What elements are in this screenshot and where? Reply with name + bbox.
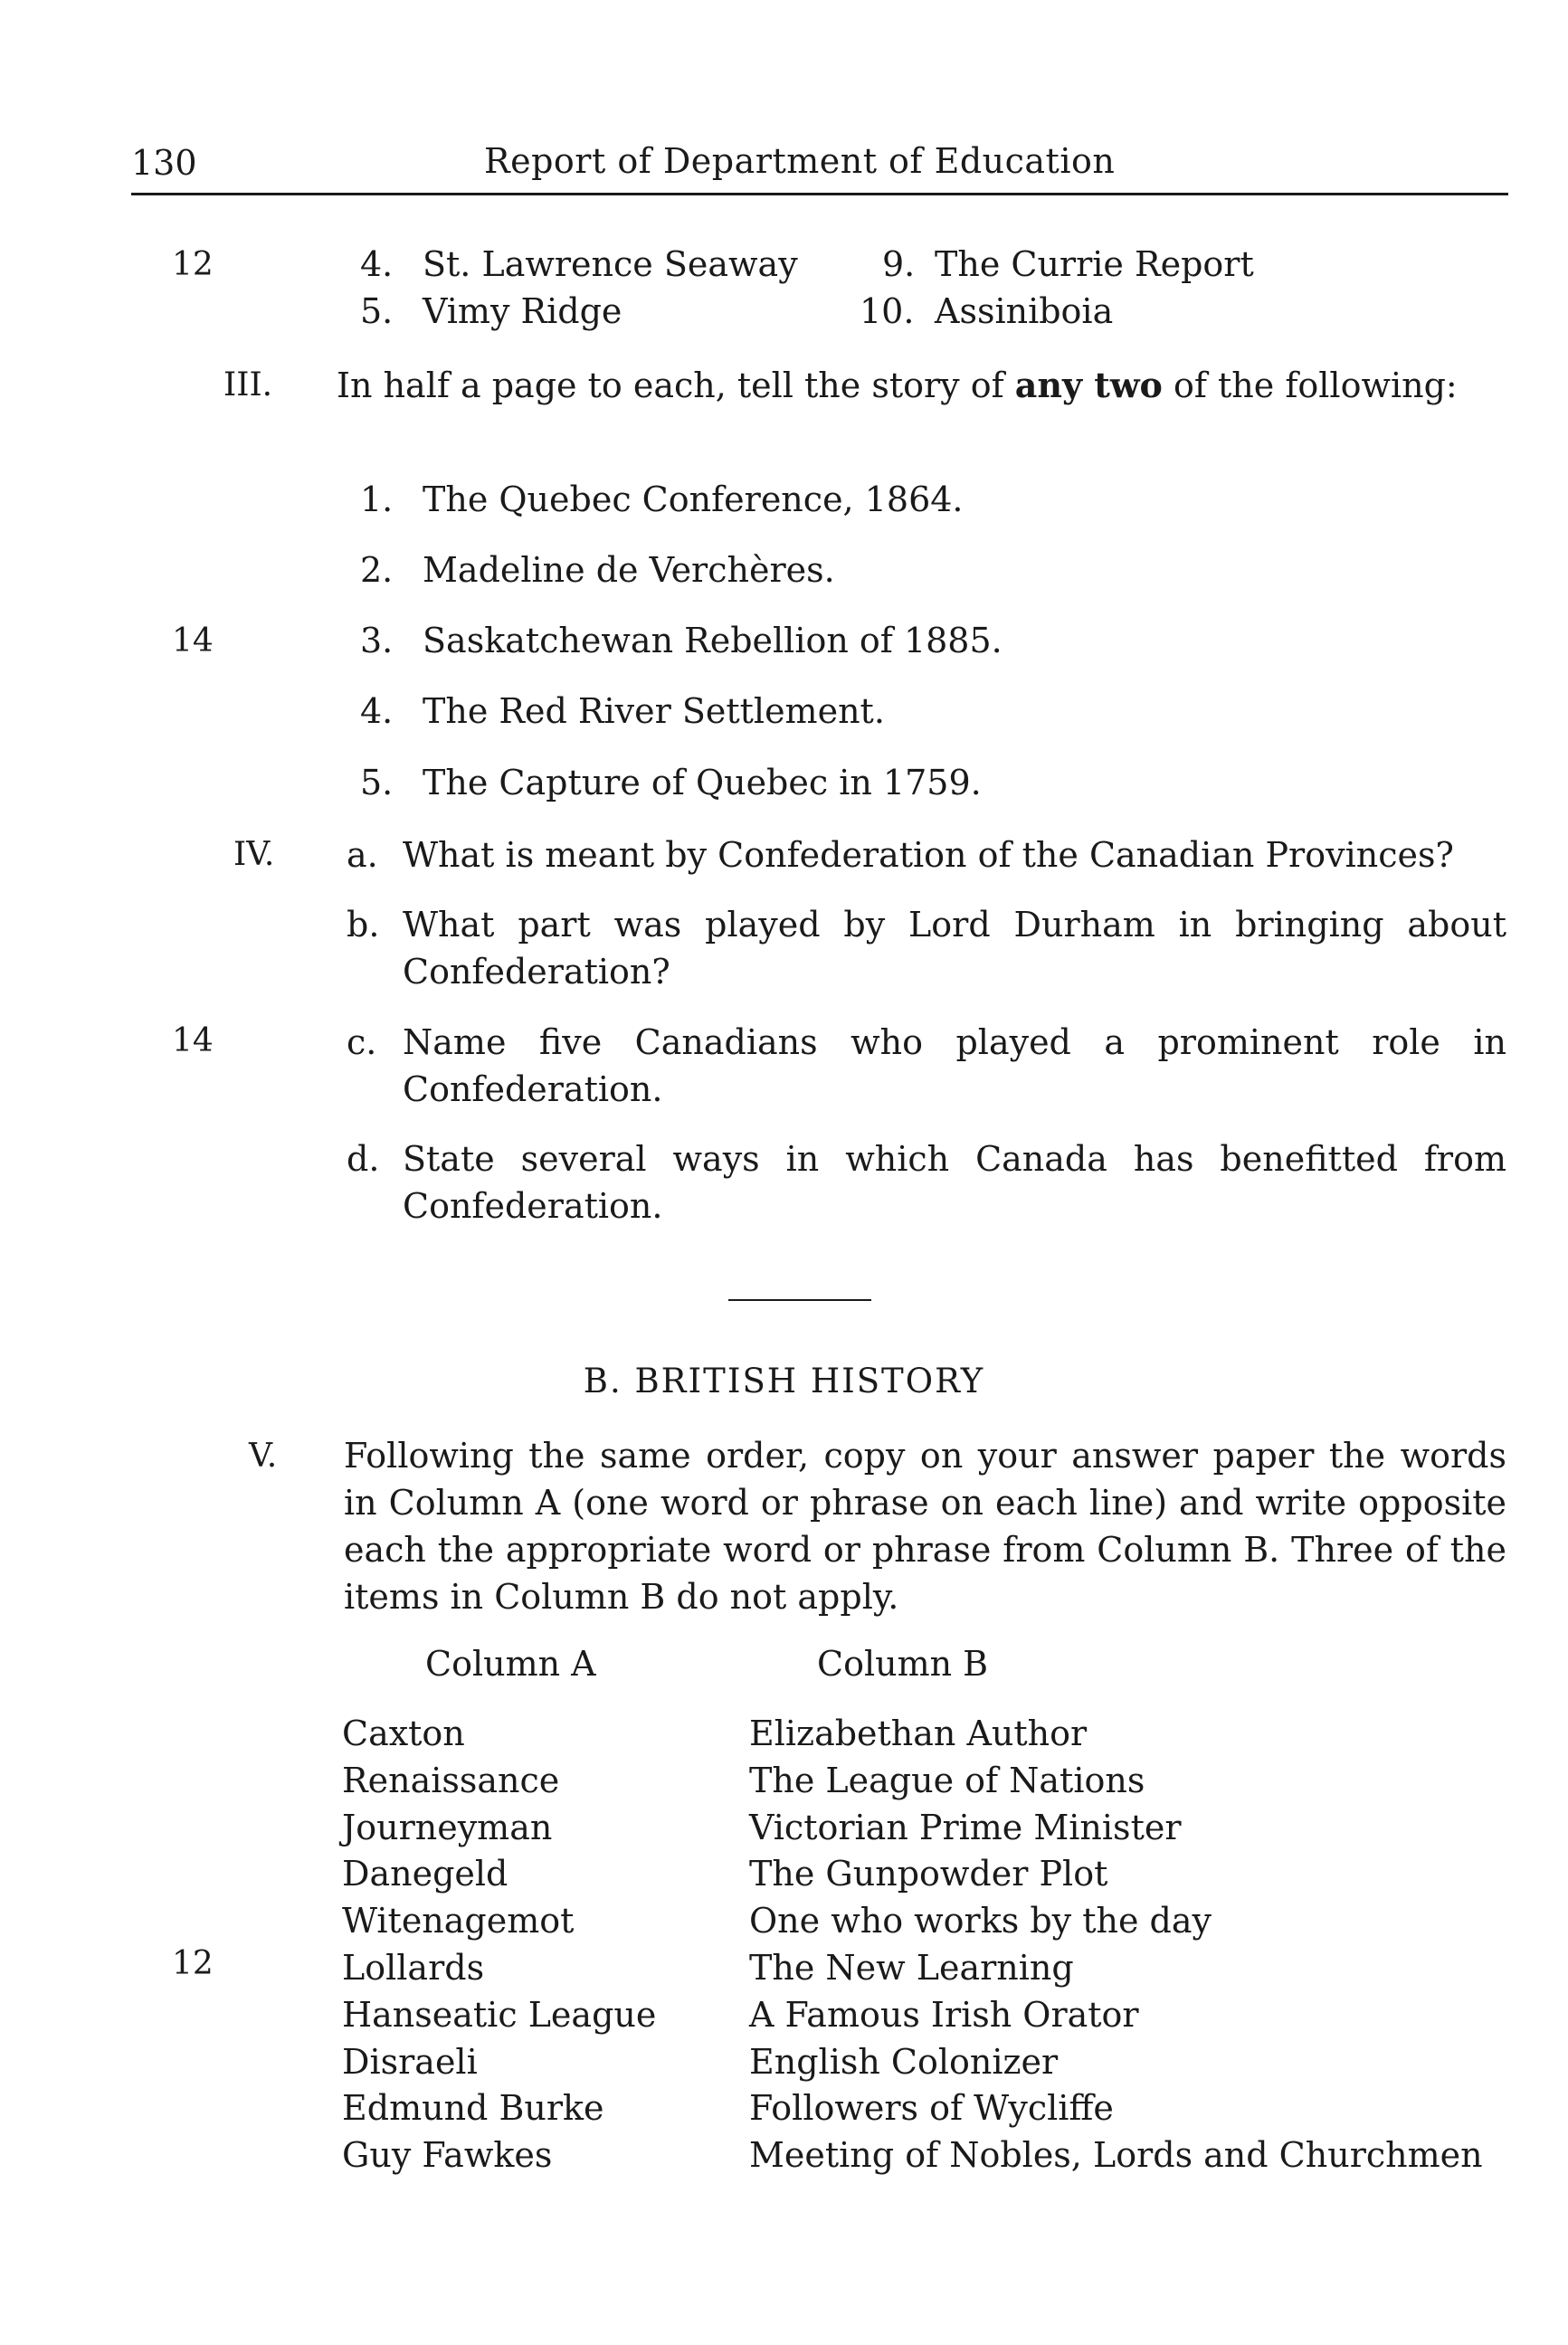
- question-instructions: Following the same order, copy on your answer paper the words in Column A (one word or phrase on each line) and write opposite each the appropriate word or phrase from Column B. Three of the items in Column B do not apply.: [344, 1436, 1506, 1617]
- item-text: Saskatchewan Rebellion of 1885.: [423, 621, 1003, 660]
- marks-q5: 12: [172, 1945, 214, 1982]
- item-text: The Quebec Conference, 1864.: [423, 479, 964, 519]
- column-a-item: Hanseatic League: [342, 1994, 657, 2035]
- column-a-item: Journeyman: [342, 1807, 553, 1847]
- page-number: 130: [131, 143, 197, 183]
- column-a-header: Column A: [425, 1644, 596, 1684]
- item-text: Madeline de Verchères.: [423, 550, 835, 590]
- column-a-item: Danegeld: [342, 1854, 508, 1894]
- item-text: The Red River Settlement.: [423, 691, 885, 731]
- column-b-item: Followers of Wycliffe: [749, 2088, 1114, 2129]
- column-b-item: One who works by the day: [749, 1901, 1212, 1942]
- column-b-item: The New Learning: [749, 1947, 1074, 1988]
- column-a-item: Disraeli: [342, 2041, 478, 2082]
- item-text: Vimy Ridge: [423, 291, 622, 331]
- item-number: 5.: [360, 291, 394, 331]
- item-number: 10.: [860, 291, 915, 331]
- question-prompt: In half a page to each, tell the story of any two of the following:: [337, 365, 1458, 405]
- item-number: 5.: [360, 763, 394, 802]
- question-part: c. Name five Canadians who played a prominent role in Confederation.: [347, 1022, 1506, 1109]
- marks-continued: 12: [172, 246, 214, 283]
- column-b-item: English Colonizer: [749, 2041, 1059, 2082]
- column-b-header: Column B: [817, 1644, 989, 1684]
- section-divider: [728, 1299, 871, 1301]
- question-numeral: IV.: [233, 836, 275, 873]
- item-number: 4.: [360, 691, 394, 731]
- marks-q3: 14: [172, 622, 214, 660]
- item-text: The Currie Report: [935, 244, 1254, 284]
- column-a-item: Lollards: [342, 1947, 485, 1988]
- item-number: 2.: [360, 550, 394, 590]
- item-text: Assiniboia: [935, 291, 1114, 331]
- question-part: b. What part was played by Lord Durham in bringing about Confederation?: [347, 905, 1506, 992]
- column-b-item: A Famous Irish Orator: [749, 1994, 1139, 2035]
- item-number: 9.: [882, 244, 916, 284]
- item-number: 3.: [360, 621, 394, 660]
- column-a-item: Renaissance: [342, 1760, 560, 1800]
- item-text: The Capture of Quebec in 1759.: [423, 763, 982, 802]
- question-numeral: III.: [223, 366, 273, 403]
- column-b-item: Meeting of Nobles, Lords and Churchmen: [749, 2135, 1483, 2176]
- item-number: 1.: [360, 479, 394, 519]
- column-a-item: Edmund Burke: [342, 2088, 604, 2129]
- column-a-list: [342, 1711, 656, 2179]
- question-part: d. State several ways in which Canada has benefitted from Confederation.: [347, 1139, 1506, 1226]
- column-a-item: Guy Fawkes: [342, 2135, 553, 2176]
- question-numeral: V.: [249, 1438, 278, 1475]
- running-head: Report of Department of Education: [484, 141, 1116, 181]
- item-text: St. Lawrence Seaway: [423, 244, 798, 284]
- column-b-item: The League of Nations: [749, 1760, 1145, 1800]
- column-b-list: [749, 1711, 1483, 2179]
- column-b-item: Elizabethan Author: [749, 1714, 1088, 1753]
- question-part: a. What is meant by Confederation of the Canadian Provinces?: [347, 835, 1454, 875]
- column-b-item: Victorian Prime Minister: [749, 1807, 1182, 1847]
- column-a-item: Witenagemot: [342, 1901, 575, 1942]
- marks-q4: 14: [172, 1022, 214, 1059]
- column-b-item: The Gunpowder Plot: [749, 1854, 1108, 1894]
- item-number: 4.: [360, 244, 394, 284]
- header-rule: [131, 193, 1508, 195]
- section-title: B. BRITISH HISTORY: [583, 1362, 985, 1400]
- column-a-item: Caxton: [342, 1714, 465, 1753]
